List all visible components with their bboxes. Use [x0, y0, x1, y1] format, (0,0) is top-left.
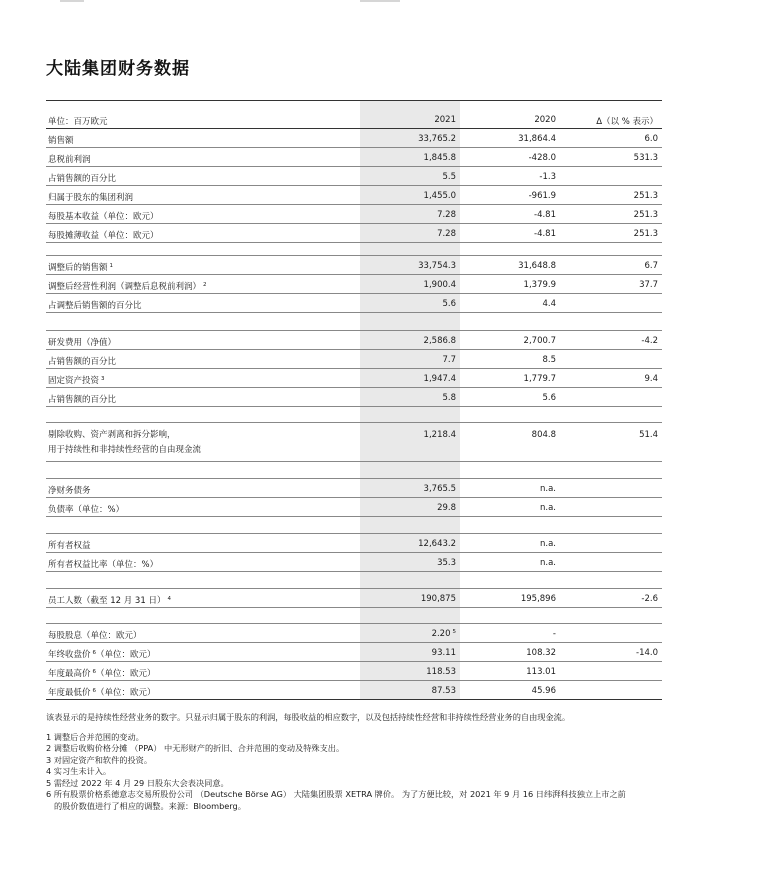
top-edge-mark: [60, 0, 84, 2]
footnote: 6 所有股票价格系德意志交易所股份公司 （Deutsche Börse AG） 大陆集团股票 XETRA 牌价。 为了方便比较，对 2021 年 9 月 16 日纬湃科技独立上市之前: [46, 789, 626, 799]
table-row: 员工人数（截至 12 月 31 日） $^4$ 190,875 195,896 -2.6: [48, 594, 658, 606]
table-row: 归属于股东的集团利润 1,455.0 -961.9 251.3: [48, 191, 658, 203]
footnote: 3 对固定资产和软件的投资。: [46, 754, 153, 765]
header-delta: Δ（以 % 表示）: [596, 117, 658, 127]
table-bottom-rule: [46, 699, 662, 700]
table-row: 每股摊薄收益（单位：欧元） 7.28 -4.81 251.3: [48, 229, 658, 241]
table-row: 占销售额的百分比 5.8 5.6: [48, 393, 556, 405]
table-row: 调整后的销售额 $^1$ 33,754.3 31,648.8 6.7: [48, 261, 658, 273]
table-row: 所有者权益比率（单位：%） 35.3 n.a.: [48, 558, 556, 570]
table-row: 研发费用（净值） 2,586.8 2,700.7 -4.2: [48, 336, 658, 348]
header-unit: 单位：百万欧元: [48, 117, 108, 127]
footnote: 1 调整后合并范围的变动。: [46, 731, 144, 742]
header-2020: 2020: [534, 115, 556, 125]
table-row: 销售额 33,765.2 31,864.4 6.0: [48, 134, 658, 146]
footnote-continuation: 的股价数值进行了相应的调整。来源：Bloomberg。: [54, 800, 246, 811]
header-2021: 2021: [434, 115, 456, 125]
table-row: 占销售额的百分比 5.5 -1.3: [48, 172, 556, 184]
page-title: 大陆集团财务数据: [46, 59, 190, 79]
table-header-row: [46, 110, 662, 128]
footnote: 2 调整后收购价格分摊 （PPA） 中无形财产的折旧、合并范围的变动及特殊支出。: [46, 743, 345, 753]
intro-note: 该表显示的是持续性经营业务的数字。只显示归属于股东的利润，每股收益的相应数字，以及包括持续性经营和非持续性经营业务的自由现金流。: [46, 712, 571, 722]
top-edge-mark: [360, 0, 400, 2]
table-top-rule: [46, 100, 662, 101]
table-row: 年度最高价 $^6$（单位：欧元） 118.53 113.01: [48, 667, 556, 679]
table-row: 息税前利润 1,845.8 -428.0 531.3: [48, 153, 658, 165]
table-row: 剔除收购、资产剥离和拆分影响， 用于持续性和非持续性经营的自由现金流 1,218.4 804.8 51.4: [48, 430, 658, 455]
footnotes: [46, 712, 746, 812]
footnote: 5 需经过 2022 年 4 月 29 日股东大会表决同意。: [46, 777, 229, 788]
table-row: 每股股息（单位：欧元） 2.20 $^5$ -: [48, 629, 556, 641]
table-row: 净财务债务 3,765.5 n.a.: [48, 484, 556, 496]
table-row: 固定资产投资 $^3$ 1,947.4 1,779.7 9.4: [48, 374, 658, 386]
table-row: 年度最低价 $^6$（单位：欧元） 87.53 45.96: [48, 686, 556, 698]
table-row: 负债率（单位：%） 29.8 n.a.: [48, 503, 556, 515]
table-row: 调整后经营性利润（调整后息税前利润） $^2$ 1,900.4 1,379.9 37.7: [48, 280, 658, 292]
table-row: 年终收盘价 $^6$（单位：欧元） 93.11 108.32 -14.0: [48, 648, 658, 660]
table-row: 所有者权益 12,643.2 n.a.: [48, 539, 556, 551]
table-row: 每股基本收益（单位：欧元） 7.28 -4.81 251.3: [48, 210, 658, 222]
footnote: 4 实习生未计入。: [46, 766, 112, 776]
table-row: 占调整后销售额的百分比 5.6 4.4: [48, 299, 556, 311]
table-row: 占销售额的百分比 7.7 8.5: [48, 355, 556, 367]
